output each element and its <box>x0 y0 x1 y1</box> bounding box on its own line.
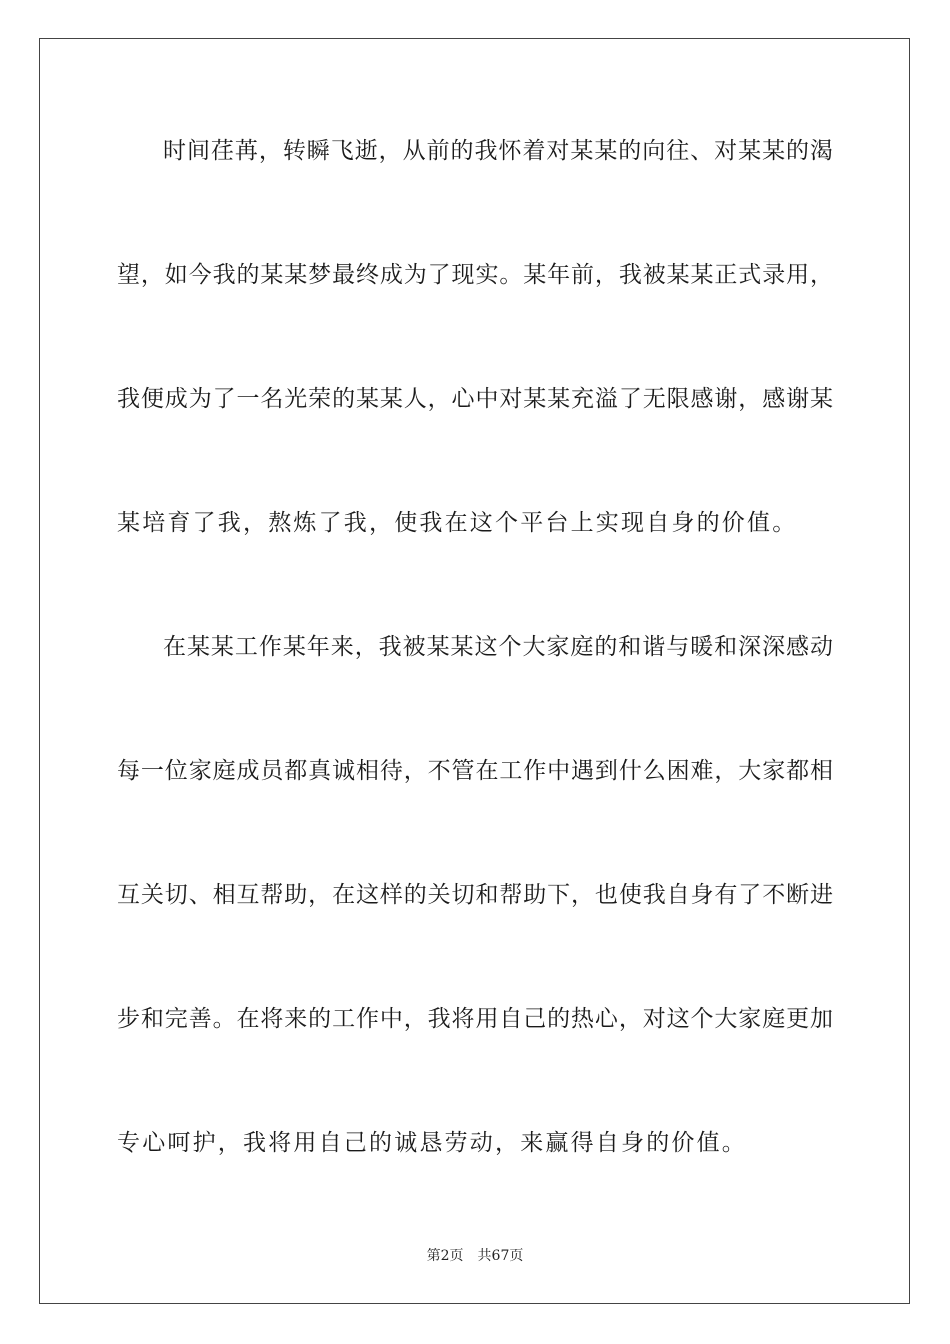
page-border <box>39 38 910 1304</box>
paragraph-2-line-3: 互关切、相互帮助，在这样的关切和帮助下，也使我自身有了不断进 <box>117 882 833 908</box>
paragraph-2-line-4: 步和完善。在将来的工作中，我将用自己的热心，对这个大家庭更加 <box>117 1006 833 1032</box>
page-footer <box>0 1247 950 1265</box>
paragraph-1-line-1: 时间荏苒，转瞬飞逝，从前的我怀着对某某的向往、对某某的渴 <box>163 138 833 164</box>
page-total: 共67页 <box>477 1248 524 1264</box>
paragraph-2-line-1: 在某某工作某年来，我被某某这个大家庭的和谐与暖和深深感动 <box>163 634 833 660</box>
paragraph-2-line-2: 每一位家庭成员都真诚相待，不管在工作中遇到什么困难，大家都相 <box>117 758 833 784</box>
page-number: 第2页 <box>426 1248 464 1264</box>
paragraph-1-line-2: 望，如今我的某某梦最终成为了现实。某年前，我被某某正式录用， <box>117 262 833 288</box>
paragraph-2-line-5: 专心呵护，我将用自己的诚恳劳动，来赢得自身的价值。 <box>117 1130 747 1156</box>
paragraph-1-line-3: 我便成为了一名光荣的某某人，心中对某某充溢了无限感谢，感谢某 <box>117 386 833 412</box>
paragraph-1-line-4: 某培育了我，熬炼了我，使我在这个平台上实现自身的价值。 <box>117 510 798 536</box>
